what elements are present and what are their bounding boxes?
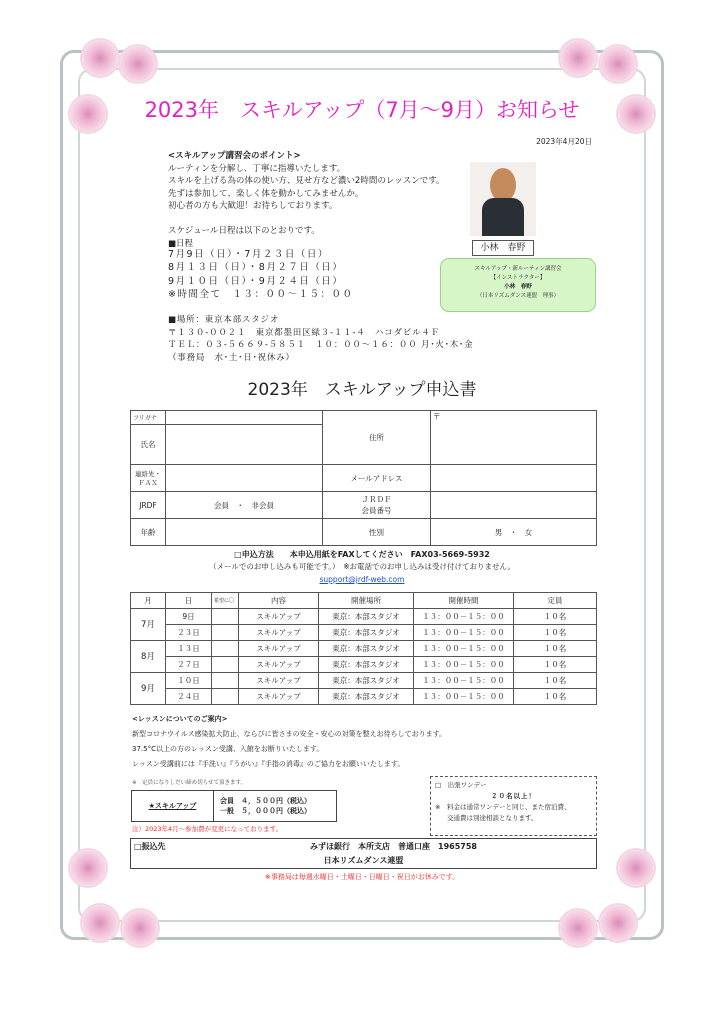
capacity-cell: １０名	[514, 657, 597, 673]
header-cell: 開催時間	[414, 593, 514, 609]
form-title: 2023年 スキルアップ申込書	[247, 380, 477, 400]
name-label: 氏名	[131, 425, 166, 465]
instructor-name: 小林 春野	[472, 240, 534, 256]
email-label: メールアドレス	[323, 465, 431, 492]
table-row	[131, 609, 597, 625]
points-line: ルーティンを分解し、丁寧に指導いたします。	[168, 163, 346, 174]
time-cell: １３：００－１５：００	[414, 625, 514, 641]
oneday-note: 交通費は別途相談となります。	[447, 814, 538, 822]
bank-box	[130, 838, 597, 869]
content-cell: スキルアップ	[239, 625, 319, 641]
wish-checkbox[interactable]	[212, 657, 239, 673]
points-line: スキルを上げる為の体の使い方、見せ方など濃い2時間のレッスンです。	[168, 176, 445, 187]
capacity-cell: １０名	[514, 689, 597, 705]
fee-general: 一般 ５，０００円（税込）	[220, 807, 311, 815]
age-label: 年齢	[131, 519, 166, 546]
date: 2023年4月20日	[536, 137, 592, 146]
bank-holder: 日本リズムダンス連盟	[323, 856, 404, 865]
name-field[interactable]	[166, 425, 323, 465]
apply-note: （メールでのお申し込みも可能です。） ※お電話でのお申し込みは受け付けておりません。	[209, 562, 515, 571]
jrdf-label: JRDF	[131, 492, 166, 519]
card-text: スキルアップ・新ルーティン講習会	[474, 266, 562, 272]
table-row	[131, 625, 597, 641]
points-line: 初心者の方も大歓迎！お待ちしております。	[168, 201, 338, 212]
lesson-guide	[132, 712, 446, 772]
jrdf-number-label: ＪＲＤＦ	[361, 495, 392, 504]
content-cell: スキルアップ	[239, 657, 319, 673]
gender-label: 性別	[323, 519, 431, 546]
cutoff-note: ※ 定員になりしだい締め切らせて頂きます。	[132, 780, 247, 786]
table-row	[131, 641, 597, 657]
table-row	[131, 657, 597, 673]
header-cell: 希望に〇	[212, 593, 239, 609]
rose-icon	[560, 40, 596, 76]
rose-icon	[82, 40, 118, 76]
place-cell: 東京：本部スタジオ	[319, 609, 414, 625]
header-cell: 月	[131, 593, 166, 609]
header-cell: 定員	[514, 593, 597, 609]
address-label: 住所	[323, 411, 431, 465]
schedule-line: 8月１３日（日）・8月２７日（日）	[168, 262, 344, 274]
schedule-line: ※時間全て １３：００～１５：００	[168, 289, 354, 301]
instructor-card	[440, 258, 596, 312]
fee-label: ★スキルアップ	[132, 791, 214, 821]
apply-method: □申込方法 本申込用紙をFAXしてください FAX03-5669-5932	[234, 550, 490, 559]
oneday-note: ※ 料金は通常ワンデーと同じ、また宿泊費、	[435, 803, 571, 811]
header-cell: 開催場所	[319, 593, 414, 609]
time-cell: １３：００－１５：００	[414, 609, 514, 625]
day-cell: １０日	[166, 673, 212, 689]
day-cell: 9日	[166, 609, 212, 625]
time-cell: １３：００－１５：００	[414, 641, 514, 657]
guide-line: レッスン受講前には『手洗い』『うがい』『手指の消毒』のご協力をお願いいたします。	[132, 760, 405, 768]
rose-icon	[600, 905, 636, 941]
header-cell: 日	[166, 593, 212, 609]
card-text: 【インストラクター】	[490, 275, 546, 281]
schedule-line: 7月9日（日）・7月２３日（日）	[168, 249, 329, 260]
content-cell: スキルアップ	[239, 609, 319, 625]
day-cell: ２３日	[166, 625, 212, 641]
jrdf-number-field[interactable]	[431, 492, 597, 519]
points	[168, 150, 445, 250]
support-email-link[interactable]: support@jrdf-web.com	[319, 575, 405, 584]
guide-line: 37.5°C以上の方のレッスン受講、入館をお断りいたします。	[132, 745, 324, 753]
schedule-intro: スケジュール日程は以下のとおりです。	[168, 225, 320, 236]
bank-account: みずほ銀行 本所支店 普通口座 1965758	[310, 842, 477, 851]
location-line: 〒１３０-００２１ 東京都墨田区緑３-１１-４ ハコダビル４Ｆ	[168, 327, 441, 338]
wish-checkbox[interactable]	[212, 641, 239, 657]
contact-field[interactable]	[166, 465, 323, 492]
application-form	[130, 410, 597, 546]
points-line: 先ずは参加して、楽しく体を動かしてみませんか。	[168, 188, 364, 199]
month-cell: 7月	[131, 609, 166, 641]
place-cell: 東京：本部スタジオ	[319, 625, 414, 641]
location-line: ＴＥＬ：０３-５６６９-５８５１ １０：００～１６：００ 月･火･木･金	[168, 340, 474, 351]
location-heading: ■場所：東京本部スタジオ	[168, 315, 280, 325]
page-title: 2023年 スキルアップ（7月～9月）お知らせ	[144, 98, 580, 122]
bank-label: □振込先	[134, 842, 166, 851]
place-cell: 東京：本部スタジオ	[319, 689, 414, 705]
table-row	[131, 689, 597, 705]
fee-box	[131, 790, 337, 822]
email-field[interactable]	[431, 465, 597, 492]
content-cell: スキルアップ	[239, 641, 319, 657]
gender-field[interactable]: 男 ・ 女	[431, 519, 597, 546]
oneday-min: ２０名以上！	[491, 792, 536, 800]
time-cell: １３：００－１５：００	[414, 689, 514, 705]
content-cell: スキルアップ	[239, 689, 319, 705]
content-cell: スキルアップ	[239, 673, 319, 689]
time-cell: １３：００－１５：００	[414, 673, 514, 689]
rose-icon	[122, 910, 158, 946]
furigana-field[interactable]	[166, 411, 323, 425]
capacity-cell: １０名	[514, 641, 597, 657]
card-text: （日本リズムダンス連盟 理事）	[476, 293, 560, 299]
month-cell: 9月	[131, 673, 166, 705]
guide-line: 新型コロナウイルス感染拡大防止、ならびに皆さまの安全・安心の対策を整えお待ちしております。	[132, 730, 447, 738]
points-heading: <スキルアップ講習会のポイント>	[168, 151, 301, 161]
wish-checkbox[interactable]	[212, 689, 239, 705]
capacity-cell: １０名	[514, 609, 597, 625]
wish-checkbox[interactable]	[212, 609, 239, 625]
schedule-line: 9月１０日（日）・9月２４日（日）	[168, 275, 344, 287]
lesson-schedule-table	[130, 592, 597, 705]
rose-icon	[120, 46, 156, 82]
rose-icon	[560, 910, 596, 946]
office-note: ※事務局は毎週水曜日・土曜日・日曜日・祝日がお休みです。	[264, 873, 460, 881]
day-cell: １３日	[166, 641, 212, 657]
place-cell: 東京：本部スタジオ	[319, 673, 414, 689]
schedule-dates	[168, 248, 353, 302]
wish-checkbox[interactable]	[212, 625, 239, 641]
contact-label: 連絡先・ ＦＡＸ	[131, 465, 166, 492]
jrdf-number-label: 会員番号	[361, 506, 392, 515]
address-field[interactable]: 〒	[431, 411, 597, 465]
schedule-heading: ■日程	[168, 238, 194, 249]
instructor-photo	[470, 162, 536, 236]
table-row	[131, 673, 597, 689]
time-cell: １３：００－１５：００	[414, 657, 514, 673]
place-cell: 東京：本部スタジオ	[319, 641, 414, 657]
wish-checkbox[interactable]	[212, 673, 239, 689]
capacity-cell: １０名	[514, 625, 597, 641]
month-cell: 8月	[131, 641, 166, 673]
location-line: （事務局 水･土･日･祝休み）	[168, 352, 295, 363]
place-cell: 東京：本部スタジオ	[319, 657, 414, 673]
furigana-label: フリガナ	[131, 411, 166, 425]
header-cell: 内容	[239, 593, 319, 609]
day-cell: ２４日	[166, 689, 212, 705]
oneday-label: □ 出張ワンデー	[435, 781, 487, 789]
day-cell: ２７日	[166, 657, 212, 673]
fee-member: 会員 ４，５００円（税込）	[220, 797, 311, 805]
fee-change-note: 注）2023年4月～参加費が変更になっております。	[132, 825, 283, 833]
rose-icon	[600, 46, 636, 82]
membership-field[interactable]: 会員 ・ 非会員	[166, 492, 323, 519]
age-field[interactable]	[166, 519, 323, 546]
oneday-box	[430, 776, 597, 836]
location	[168, 314, 473, 364]
card-name: 小林 春野	[504, 284, 532, 290]
rose-icon	[82, 905, 118, 941]
guide-heading: <レッスンについてのご案内>	[132, 715, 228, 723]
capacity-cell: １０名	[514, 673, 597, 689]
